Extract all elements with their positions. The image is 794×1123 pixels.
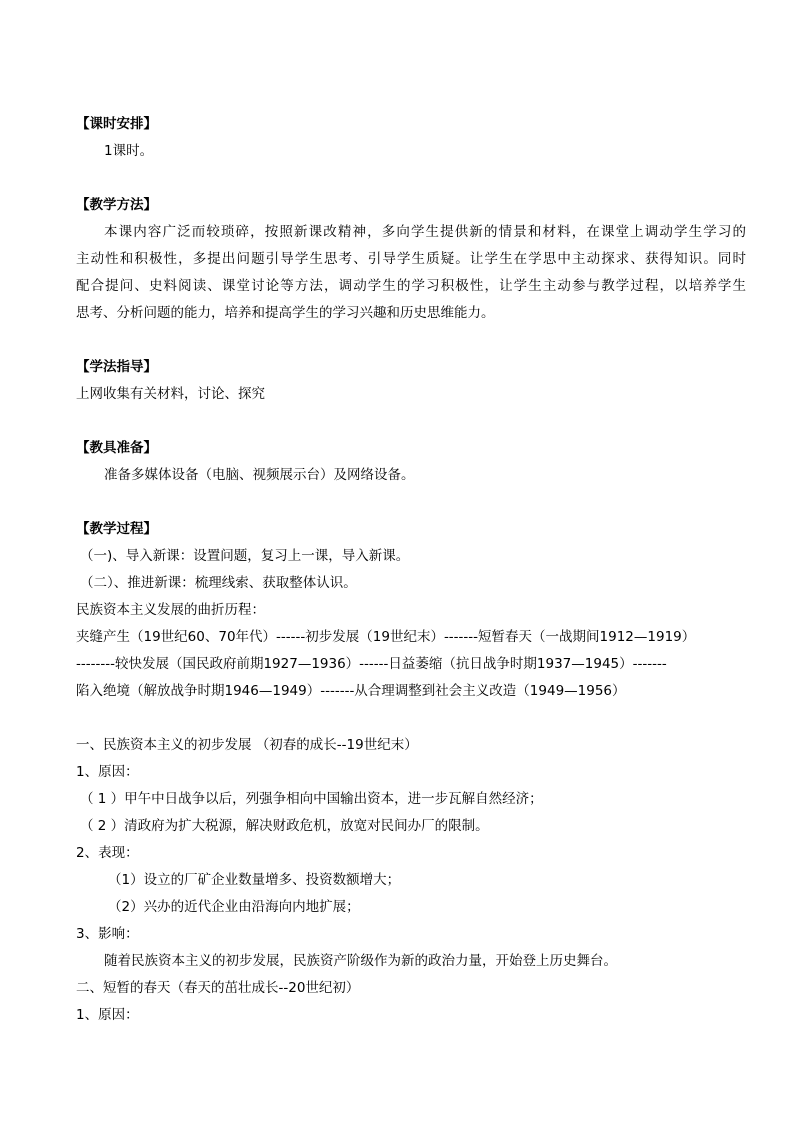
method-paragraph-line: 主动性和积极性，多提出问题引导学生思考、引导学生质疑。让学生在学思中主动探求、获得知识。同时: [76, 251, 746, 267]
outline-subheading: 3、影响：: [76, 926, 139, 942]
method-paragraph-line: 思考、分析问题的能力，培养和提高学生的学习兴趣和历史思维能力。: [76, 305, 495, 321]
section-heading-method: 【教学方法】: [76, 197, 157, 213]
section-heading-schedule: 【课时安排】: [76, 116, 157, 132]
process-step-intro: （一)、导入新课：设置问题，复习上一课，导入新课。: [80, 548, 410, 564]
outline-heading-1: 一、民族资本主义的初步发展 （初春的成长--19世纪末）: [76, 737, 418, 753]
method-paragraph-line: 本课内容广泛而较琐碎，按照新课改精神，多向学生提供新的情景和材料，在课堂上调动学生学习的: [104, 224, 746, 240]
outline-subheading: 1、原因：: [76, 1007, 139, 1023]
materials-text: 准备多媒体设备（电脑、视频展示台）及网络设备。: [104, 467, 415, 483]
outline-heading-2: 二、短暂的春天（春天的茁壮成长--20世纪初）: [76, 980, 360, 996]
outline-item: （ 2 ）清政府为扩大税源，解决财政危机，放宽对民间办厂的限制。: [80, 818, 489, 834]
outline-item: （2）兴办的近代企业由沿海向内地扩展；: [108, 899, 360, 915]
section-heading-process: 【教学过程】: [76, 521, 157, 537]
timeline-line: 陷入绝境（解放战争时期1946—1949）-------从合理调整到社会主义改造（1949—1956）: [76, 683, 626, 699]
section-heading-materials: 【教具准备】: [76, 440, 157, 456]
outline-subheading: 2、表现：: [76, 845, 139, 861]
timeline-line: --------较快发展（国民政府前期1927—1936）------日益萎缩（抗日战争时期1937—1945）-------: [76, 656, 667, 672]
method-paragraph-line: 配合提问、史料阅读、课堂讨论等方法，调动学生的学习积极性，让学生主动参与教学过程，以培养学生: [76, 278, 746, 294]
outline-item: （ 1 ）甲午中日战争以后，列强争相向中国输出资本，进一步瓦解自然经济；: [80, 791, 543, 807]
outline-item: 随着民族资本主义的初步发展，民族资产阶级作为新的政治力量，开始登上历史舞台。: [104, 953, 617, 969]
process-step-advance: （二）、推进新课：梳理线索、获取整体认识。: [80, 575, 357, 591]
study-guide-text: 上网收集有关材料，讨论、探究: [76, 386, 265, 402]
schedule-text: 1课时。: [104, 143, 154, 159]
timeline-line: 夹缝产生（19世纪60、70年代）------初步发展（19世纪末）-------短暂春天（一战期间1912—1919）: [76, 629, 696, 645]
outline-subheading: 1、原因：: [76, 764, 139, 780]
outline-item: （1）设立的厂矿企业数量增多、投资数额增大；: [108, 872, 401, 888]
section-heading-study-guide: 【学法指导】: [76, 359, 157, 375]
timeline-title: 民族资本主义发展的曲折历程：: [76, 602, 265, 618]
